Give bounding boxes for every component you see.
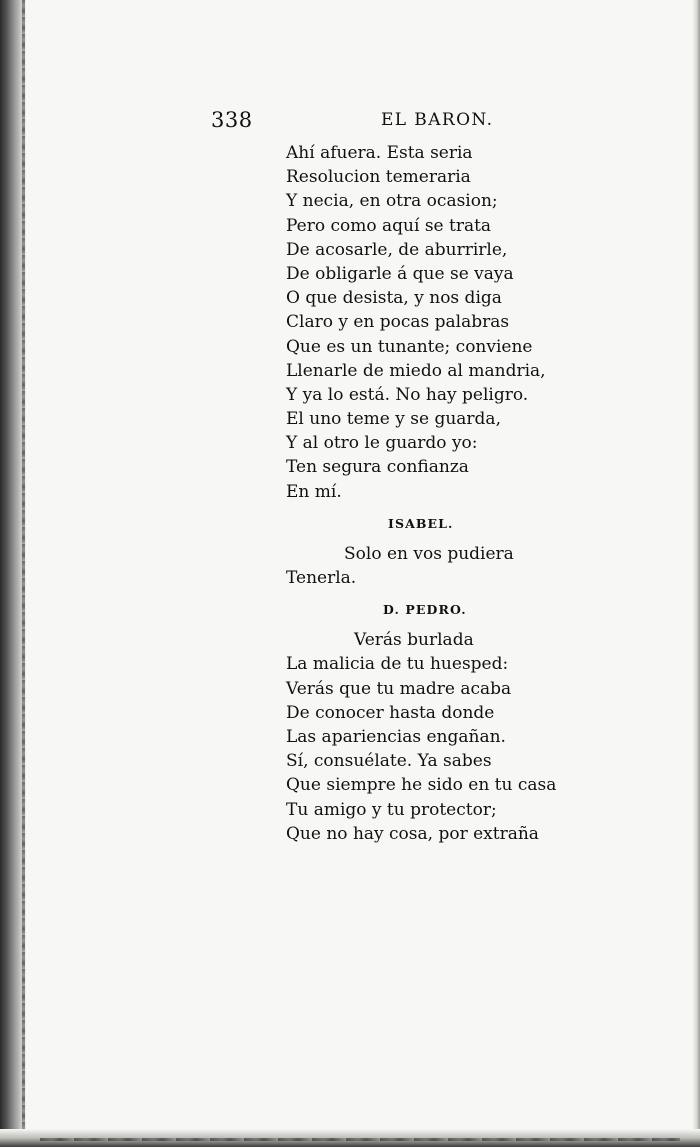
verse-line: Las apariencias engañan.: [286, 726, 506, 747]
verse-line: En mí.: [286, 481, 342, 502]
verse-line: Solo en vos pudiera: [344, 543, 514, 564]
verse-line: Pero como aquí se trata: [286, 215, 492, 236]
verse-line: Tu amigo y tu protector;: [286, 799, 497, 820]
verse-line: Resolucion temeraria: [286, 167, 471, 188]
page-bottom-streak: [40, 1138, 680, 1141]
verse-line: Verás burlada: [354, 630, 474, 651]
verse-line: Verás que tu madre acaba: [286, 678, 512, 699]
verse-line: El uno teme y se guarda,: [286, 409, 501, 430]
page-number: 338: [211, 108, 253, 132]
verse-line: De obligarle á que se vaya: [286, 263, 514, 284]
verse-line: Llenarle de miedo al mandria,: [286, 360, 546, 381]
speaker-heading-pedro: D. PEDRO.: [383, 602, 467, 618]
speaker-heading-isabel: ISABEL.: [388, 515, 454, 531]
verse-line: Que siempre he sido en tu casa: [286, 775, 557, 796]
verse-line: Ahí afuera. Esta seria: [286, 143, 473, 163]
verse-line: Claro y en pocas palabras: [286, 312, 510, 333]
page-header: [0, 108, 700, 138]
verse-line: Y necia, en otra ocasion;: [286, 191, 498, 212]
page-right-edge: [692, 0, 700, 1147]
verse-line: Que no hay cosa, por extraña: [286, 823, 539, 844]
verse-line: De conocer hasta donde: [286, 702, 495, 723]
verse-line: Y al otro le guardo yo:: [286, 433, 478, 454]
verse-line: Sí, consuélate. Ya sabes: [286, 751, 492, 772]
verse-line: O que desista, y nos diga: [286, 288, 502, 309]
verse-line: La malicia de tu huesped:: [286, 654, 509, 675]
verse-line: Y ya lo está. No hay peligro.: [286, 384, 529, 405]
verse-text: [286, 141, 586, 846]
verse-line: Que es un tunante; conviene: [286, 336, 533, 357]
verse-line: Tenerla.: [286, 568, 357, 588]
running-title: EL BARON.: [381, 110, 494, 130]
page-binding-edge: [22, 0, 25, 1147]
verse-line: De acosarle, de aburrirle,: [286, 239, 508, 260]
verse-line: Ten segura confianza: [286, 457, 469, 478]
